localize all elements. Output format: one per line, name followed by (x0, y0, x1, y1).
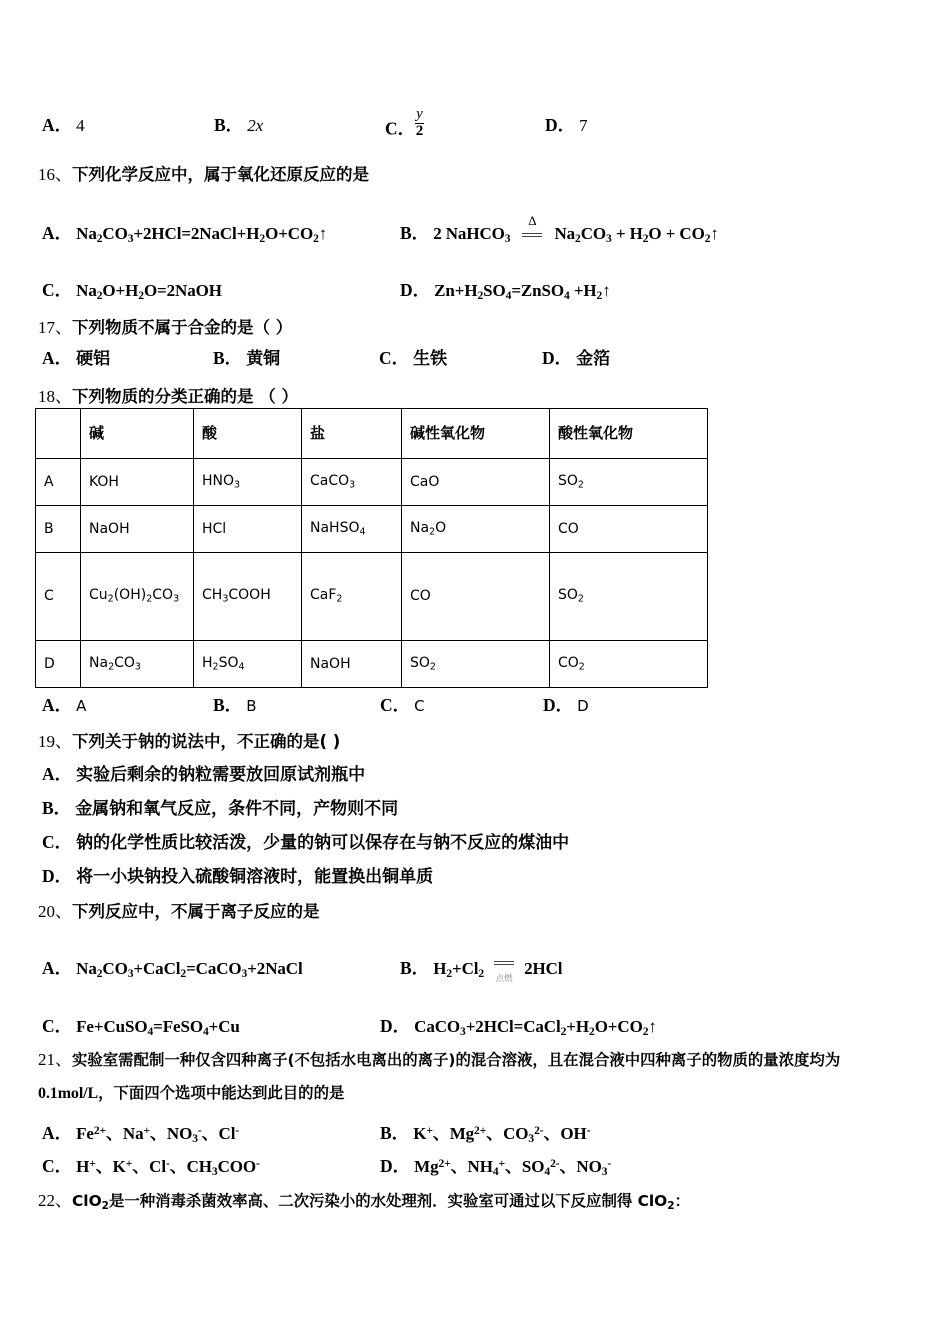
question-18-number: 18、 (38, 387, 72, 406)
q15-option-a-value: 4 (76, 116, 85, 135)
q16-option-a[interactable] (42, 220, 327, 245)
q16-option-d[interactable] (400, 277, 611, 302)
q19-option-a-label: A． (42, 764, 73, 784)
q21-option-d-ions: $Mg^{2+}$、$NH_4^+$、$SO_4^{2-}$、$NO_3^-$ (414, 1157, 612, 1179)
fraction-y-over-2 (415, 107, 424, 140)
question-21-stem-text-line-2: ，下面四个选项中能达到此目的的是 (98, 1084, 345, 1102)
q21-option-c[interactable] (42, 1152, 260, 1178)
q17-option-a[interactable] (42, 344, 110, 370)
q16-option-c[interactable] (42, 277, 222, 302)
classification-table-wrapper (35, 408, 707, 688)
table-cell-b-basic-oxide: $Na_2O$ (402, 506, 550, 553)
reaction-arrow-bar (494, 961, 514, 965)
question-21-number: 21、 (38, 1050, 72, 1069)
q16-option-c-label: C． (42, 280, 73, 300)
q15-option-d-value: 7 (579, 116, 588, 135)
table-cell-a-acid: $HNO_3$ (194, 459, 302, 506)
reaction-condition-delta (510, 213, 554, 237)
q21-option-b[interactable] (380, 1119, 590, 1145)
q15-option-a[interactable] (42, 112, 85, 137)
table-cell-b-base: NaOH (81, 506, 194, 553)
question-18-stem-text: 下列物质的分类正确的是 （ ） (72, 387, 298, 406)
question-22-stem-text: ClO$_2$是一种消毒杀菌效率高、二次污染小的水处理剂．实验室可通过以下反应制得 ClO$_2$： (72, 1192, 690, 1212)
reaction-condition-ignite (484, 968, 524, 985)
q21-option-a-ions: $Fe^{2+}$、Na+、$NO_3^-$、Cl- (76, 1124, 240, 1146)
table-cell-c-acidic-oxide: $SO_2$ (550, 553, 708, 641)
q21-option-c-ions: H+、K+、Cl-、$CH_3COO^-$ (76, 1157, 260, 1179)
q18-option-a-label: A． (42, 695, 73, 715)
table-cell-d-acid: $H_2SO_4$ (194, 641, 302, 688)
table-header-acidic-oxide: 酸性氧化物 (550, 409, 708, 459)
q15-option-b[interactable] (214, 112, 263, 137)
q16-option-a-label: A． (42, 223, 73, 243)
table-cell-b-salt: NaHSO$_4$ (302, 506, 402, 553)
question-19-stem-text: 下列关于钠的说法中，不正确的是( ) (72, 732, 341, 751)
question-18-stem (38, 382, 298, 407)
table-header-salt: 盐 (302, 409, 402, 459)
q15-option-b-label: B． (214, 115, 244, 135)
q20-option-b-reactants: $H_2+Cl_2$ (433, 959, 485, 981)
q20-option-c[interactable] (42, 1013, 240, 1038)
q18-option-b-label: B． (213, 695, 243, 715)
table-cell-d-acidic-oxide: $CO_2$ (550, 641, 708, 688)
table-header-basic-oxide: 碱性氧化物 (402, 409, 550, 459)
q20-option-b-products: 2HCl (524, 959, 563, 978)
q21-option-a-label: A． (42, 1123, 73, 1143)
table-header-acid: 酸 (194, 409, 302, 459)
q17-option-d[interactable] (542, 344, 610, 370)
q16-option-b-products: $Na_2CO_3 + H_2O$ + $CO_2↑$ (554, 224, 719, 246)
q17-option-b[interactable] (213, 344, 280, 370)
q16-option-b-label: B． (400, 223, 430, 243)
table-cell-b-acidic-oxide: CO (550, 506, 708, 553)
q20-option-c-formula: Fe+CuSO$_4$=FeSO$_4$+Cu (76, 1017, 240, 1039)
q18-option-b[interactable] (213, 692, 256, 717)
q21-option-a[interactable] (42, 1119, 239, 1145)
table-cell-d-basic-oxide: $SO_2$ (402, 641, 550, 688)
q15-option-b-value: 2x (247, 116, 264, 135)
table-cell-d-salt: NaOH (302, 641, 402, 688)
reaction-arrow-bar (522, 233, 542, 237)
q19-option-c-label: C． (42, 832, 73, 852)
q19-option-b-text: 金属钠和氧气反应，条件不同，产物则不同 (75, 799, 399, 819)
q20-option-a[interactable] (42, 955, 303, 980)
q18-option-a[interactable] (42, 692, 86, 717)
q20-option-a-formula: $Na_2CO_3+CaCl_2=CaCO_3+2NaCl$ (76, 959, 303, 981)
table-header-row (36, 409, 708, 459)
q20-option-d-formula: $CaCO_3+2HCl=CaCl_2+H_2O+CO_2↑$ (414, 1017, 657, 1039)
q15-option-c[interactable] (385, 106, 424, 145)
q21-option-b-ions: K+、$Mg^{2+}$、$CO_3^{2-}$、OH- (413, 1124, 591, 1146)
table-row (36, 553, 708, 641)
question-17-number: 17、 (38, 318, 72, 337)
table-header-base: 碱 (81, 409, 194, 459)
condition-delta-symbol: Δ (528, 213, 537, 229)
table-row-label-c: C (36, 553, 81, 641)
question-20-number: 20、 (38, 902, 72, 921)
q17-option-a-text: 硬铝 (76, 349, 111, 369)
q18-option-c-text: C (414, 697, 425, 715)
q15-option-d[interactable] (545, 112, 588, 137)
table-cell-b-acid: HCl (194, 506, 302, 553)
table-cell-c-base: $Cu_2(OH)_2CO_3$ (81, 553, 194, 641)
q15-option-c-label: C． (385, 118, 416, 139)
question-16-number: 16、 (38, 165, 72, 184)
q17-option-b-label: B． (213, 348, 243, 368)
q17-option-c[interactable] (379, 344, 447, 370)
q19-option-d-text: 将一小块钠投入硫酸铜溶液时，能置换出铜单质 (76, 867, 434, 887)
q18-option-d[interactable] (543, 692, 589, 717)
q18-option-d-label: D． (543, 695, 574, 715)
question-17-stem (38, 313, 292, 338)
table-cell-a-salt: CaCO$_3$ (302, 459, 402, 506)
question-21-stem-text-line-1: 实验室需配制一种仅含四种离子(不包括水电离出的离子)的混合溶液，且在混合液中四种离子的物质的量浓度均为 (72, 1051, 841, 1069)
question-21-stem-line-2 (38, 1081, 344, 1103)
q17-option-c-text: 生铁 (413, 349, 448, 369)
table-cell-a-base: KOH (81, 459, 194, 506)
q19-option-b-label: B． (42, 798, 72, 818)
question-16-stem (38, 160, 369, 185)
table-row (36, 506, 708, 553)
table-row-label-a: A (36, 459, 81, 506)
q16-option-b-reactants: 2 NaHCO$_3$ (433, 224, 511, 246)
q20-option-d-label: D． (380, 1016, 411, 1036)
classification-table (35, 408, 708, 688)
q16-option-b[interactable] (400, 213, 719, 246)
question-22-number: 22、 (38, 1191, 72, 1210)
q19-option-a[interactable] (42, 760, 365, 786)
q15-option-a-label: A． (42, 115, 73, 135)
q16-option-d-formula: $Zn+H_2SO_4=ZnSO_4$ $+H_2↑$ (434, 281, 611, 303)
q21-option-b-label: B． (380, 1123, 410, 1143)
question-21-concentration-value: 0.1mol/L (38, 1085, 99, 1102)
question-19-stem (38, 727, 340, 752)
table-cell-c-acid: $CH_3COOH$ (194, 553, 302, 641)
q16-option-a-formula: $Na_2CO_3+2HCl=2NaCl+H_2O+CO_2↑$ (76, 224, 328, 246)
table-cell-a-basic-oxide: CaO (402, 459, 550, 506)
table-row-label-b: B (36, 506, 81, 553)
q19-option-a-text: 实验后剩余的钠粒需要放回原试剂瓶中 (76, 765, 366, 785)
question-22-stem (38, 1186, 690, 1212)
table-cell-c-salt: CaF$_2$ (302, 553, 402, 641)
q21-option-d[interactable] (380, 1152, 611, 1178)
table-header-corner (36, 409, 81, 459)
table-cell-a-acidic-oxide: $SO_2$ (550, 459, 708, 506)
q20-option-a-label: A． (42, 958, 73, 978)
condition-ignite-label: 点燃 (495, 974, 513, 985)
q21-option-d-label: D． (380, 1156, 411, 1176)
question-21-stem-line-1 (38, 1045, 840, 1070)
q16-option-d-label: D． (400, 280, 431, 300)
q17-option-d-label: D． (542, 348, 573, 368)
q19-option-d[interactable] (42, 862, 433, 888)
q21-option-c-label: C． (42, 1156, 73, 1176)
q18-option-d-text: D (577, 697, 589, 715)
table-row (36, 641, 708, 688)
q19-option-b[interactable] (42, 794, 398, 820)
q17-option-a-label: A． (42, 348, 73, 368)
q17-option-b-text: 黄铜 (246, 349, 281, 369)
q20-option-d[interactable] (380, 1013, 657, 1038)
q18-option-a-text: A (76, 697, 87, 715)
q19-option-c[interactable] (42, 828, 569, 854)
question-16-stem-text: 下列化学反应中，属于氧化还原反应的是 (72, 165, 369, 184)
q16-option-c-formula: $Na_2O+H_2O=2NaOH$ (76, 281, 222, 303)
question-20-stem-text: 下列反应中，不属于离子反应的是 (72, 902, 320, 921)
q20-option-b-label: B． (400, 958, 430, 978)
q20-option-c-label: C． (42, 1016, 73, 1036)
table-cell-c-basic-oxide: CO (402, 553, 550, 641)
q18-option-b-text: B (246, 697, 257, 715)
q17-option-d-text: 金箔 (576, 349, 611, 369)
q19-option-d-label: D． (42, 866, 73, 886)
question-20-stem (38, 897, 320, 922)
fraction-denominator: 2 (415, 122, 424, 139)
q15-option-d-label: D． (545, 115, 576, 135)
table-row-label-d: D (36, 641, 81, 688)
q18-option-c[interactable] (380, 692, 425, 717)
fraction-numerator: y (416, 106, 423, 122)
q17-option-c-label: C． (379, 348, 410, 368)
q18-option-c-label: C． (380, 695, 411, 715)
table-cell-d-base: $Na_2CO_3$ (81, 641, 194, 688)
table-row (36, 459, 708, 506)
question-17-stem-text: 下列物质不属于合金的是（ ） (72, 318, 293, 337)
q19-option-c-text: 钠的化学性质比较活泼，少量的钠可以保存在与钠不反应的煤油中 (76, 833, 570, 853)
q20-option-b[interactable] (400, 955, 563, 985)
question-19-number: 19、 (38, 732, 72, 751)
